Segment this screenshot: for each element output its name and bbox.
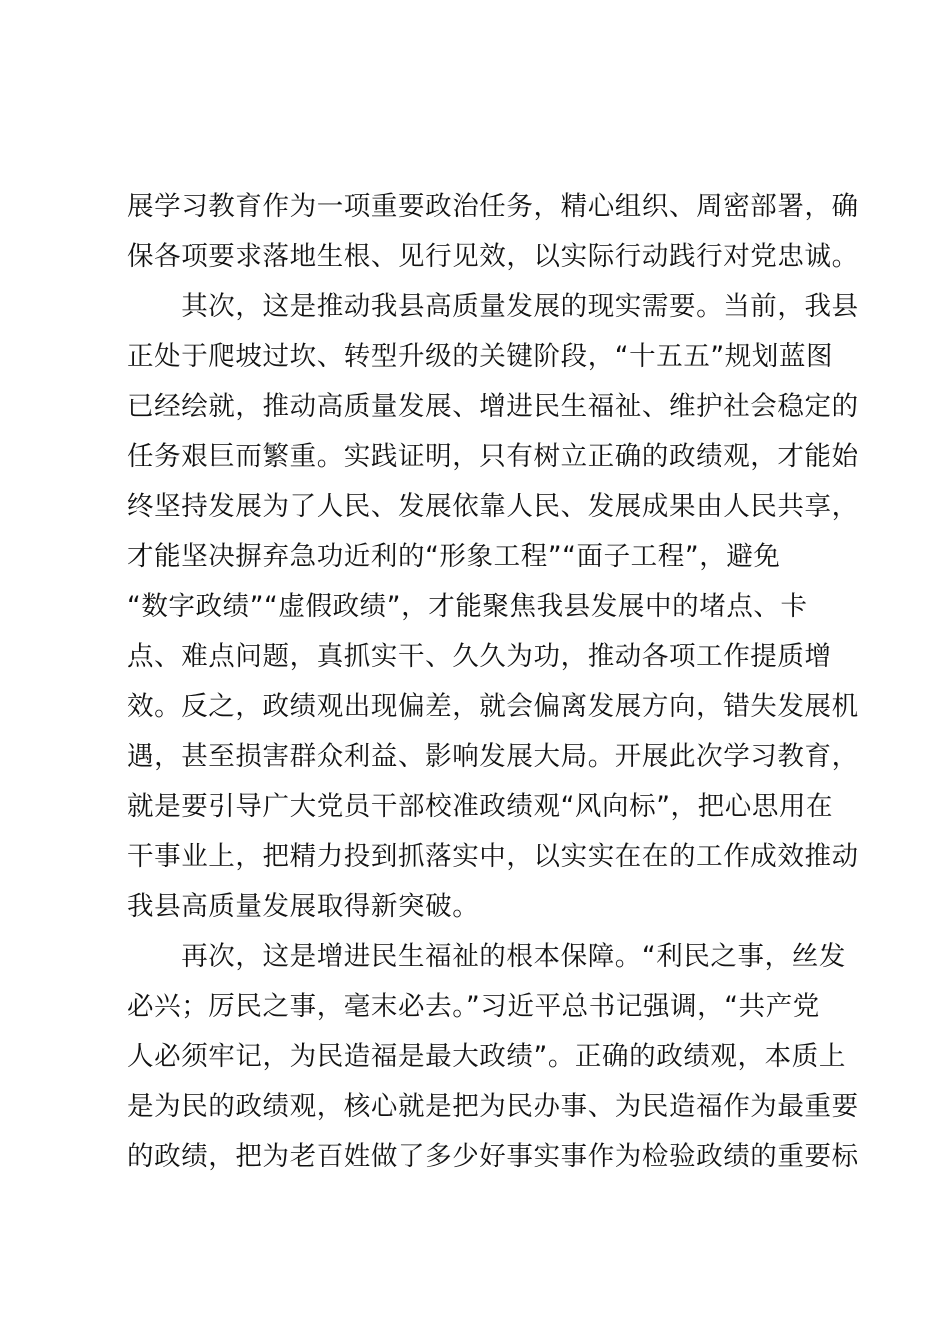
text-line: 必兴；厉民之事，毫末必去。”习近平总书记强调，“共产党 bbox=[127, 991, 820, 1022]
text-line: 保各项要求落地生根、见行见效，以实际行动践行对党忠诚。 bbox=[127, 241, 859, 272]
text-line: 终坚持发展为了人民、发展依靠人民、发展成果由人民共享， bbox=[127, 491, 859, 522]
text-line: 遇，甚至损害群众利益、影响发展大局。开展此次学习教育， bbox=[127, 741, 859, 772]
text-line: 是为民的政绩观，核心就是把为民办事、为民造福作为最重要 bbox=[127, 1091, 859, 1122]
paragraph-start-line: 其次，这是推动我县高质量发展的现实需要。当前，我县 bbox=[127, 291, 859, 322]
paragraph-start-line: 再次，这是增进民生福祉的根本保障。“利民之事，丝发 bbox=[127, 941, 846, 972]
text-line: 任务艰巨而繁重。实践证明，只有树立正确的政绩观，才能始 bbox=[127, 441, 859, 472]
text-line: 我县高质量发展取得新突破。 bbox=[127, 891, 480, 922]
text-line: “数字政绩”“虚假政绩”，才能聚焦我县发展中的堵点、卡 bbox=[127, 591, 808, 622]
text-line: 才能坚决摒弃急功近利的“形象工程”“面子工程”，避免 bbox=[127, 541, 781, 572]
text-line: 点、难点问题，真抓实干、久久为功，推动各项工作提质增 bbox=[127, 641, 832, 672]
text-line: 正处于爬坡过坎、转型升级的关键阶段，“十五五”规划蓝图 bbox=[127, 341, 834, 372]
text-line: 展学习教育作为一项重要政治任务，精心组织、周密部署，确 bbox=[127, 191, 859, 222]
text-line: 已经绘就，推动高质量发展、增进民生福祉、维护社会稳定的 bbox=[127, 391, 859, 422]
text-line: 的政绩，把为老百姓做了多少好事实事作为检验政绩的重要标 bbox=[127, 1141, 859, 1172]
text-line: 干事业上，把精力投到抓落实中，以实实在在的工作成效推动 bbox=[127, 841, 859, 872]
text-line: 效。反之，政绩观出现偏差，就会偏离发展方向，错失发展机 bbox=[127, 691, 859, 722]
document-body bbox=[127, 182, 859, 1182]
text-line: 就是要引导广大党员干部校准政绩观“风向标”，把心思用在 bbox=[127, 791, 834, 822]
text-line: 人必须牢记，为民造福是最大政绩”。正确的政绩观，本质上 bbox=[127, 1041, 846, 1072]
